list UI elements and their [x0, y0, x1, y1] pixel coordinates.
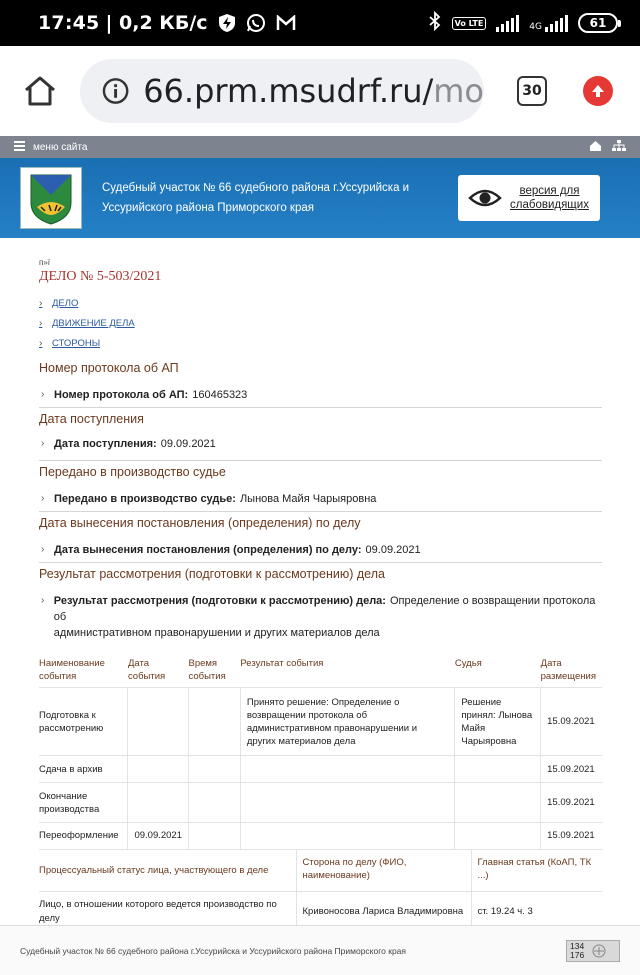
clock: 17:45	[38, 12, 100, 34]
site-footer	[0, 925, 640, 975]
table-cell: 15.09.2021	[541, 688, 602, 756]
court-name: Судебный участок № 66 судебного района г.Уссурийска и Уссурийского района Приморского края	[102, 182, 410, 214]
nav-link-case-movement[interactable]: › ДВИЖЕНИЕ ДЕЛА	[39, 317, 135, 329]
table-cell	[128, 783, 189, 823]
table-cell	[189, 823, 241, 849]
browser-home-button[interactable]	[0, 75, 80, 107]
section-row-judge: › Передано в производство судье: Лынова Майя Чарыяровна	[41, 493, 377, 505]
table-cell	[240, 756, 455, 783]
info-icon[interactable]	[102, 77, 129, 105]
network-speed: | 0,2 КБ/с	[105, 12, 208, 34]
chevron-right-icon: ›	[41, 595, 45, 606]
court-emblem	[20, 167, 82, 229]
site-menu-label[interactable]: меню сайта	[33, 141, 88, 153]
url-text: 66.prm.msudrf.ru/mo	[143, 72, 484, 110]
table-cell	[189, 688, 241, 756]
tab-switcher-button[interactable]: 30	[517, 76, 547, 106]
table-cell: Сдача в архив	[39, 756, 128, 783]
whatsapp-icon	[246, 13, 266, 33]
table-row	[39, 783, 602, 823]
table-cell: 15.09.2021	[541, 756, 602, 783]
chevron-right-icon: ›	[39, 317, 43, 329]
table-cell: ст. 19.24 ч. 3	[471, 891, 602, 933]
footer-text: Судебный участок № 66 судебного района г.Уссурийска и Уссурийского района Приморского края	[20, 945, 407, 956]
network-type: 4G	[529, 22, 542, 32]
table-cell: Решение принял: Лынова Майя Чарыяровна	[455, 688, 541, 756]
chevron-right-icon: ›	[41, 544, 45, 555]
table-row	[39, 823, 602, 849]
site-menu-bar	[0, 136, 640, 158]
section-title-receipt-date: Дата поступления	[39, 412, 144, 426]
table-header-row	[39, 653, 602, 688]
status-bar	[0, 0, 640, 46]
table-cell: 15.09.2021	[541, 783, 602, 823]
encoding-artifact: п»ї	[39, 258, 51, 267]
section-row-receipt-date: › Дата поступления: 09.09.2021	[41, 438, 216, 450]
battery-icon: 61	[578, 13, 618, 33]
section-title-protocol: Номер протокола об АП	[39, 361, 179, 375]
table-cell	[128, 756, 189, 783]
update-button[interactable]	[583, 76, 613, 106]
table-cell: Лицо, в отношении которого ведется производство по делу	[39, 891, 296, 933]
counter-scale-icon	[590, 944, 608, 958]
hamburger-icon[interactable]	[14, 141, 25, 154]
visit-counter[interactable]: 134 176	[566, 940, 620, 962]
section-title-judge: Передано в производство судье	[39, 465, 226, 479]
column-header: Время события	[188, 658, 226, 682]
table-cell: Окончание производства	[39, 783, 128, 823]
nav-link-case[interactable]: › ДЕЛО	[39, 297, 79, 309]
address-bar[interactable]	[80, 59, 484, 123]
column-header: Главная статья (КоАП, ТК ...)	[471, 849, 602, 891]
home-icon	[23, 75, 57, 107]
accessibility-version-button[interactable]	[458, 175, 600, 221]
case-nav	[39, 293, 602, 353]
table-cell: Кривоносова Лариса Владимировна	[296, 891, 471, 933]
table-cell: 15.09.2021	[541, 823, 602, 849]
table-cell	[240, 823, 455, 849]
table-cell: Переоформление	[39, 823, 128, 849]
volte-badge: Vo LTE	[452, 17, 487, 30]
shield-bolt-icon	[218, 13, 236, 33]
column-header: Дата размещения	[540, 658, 596, 682]
arrow-up-icon	[590, 83, 606, 99]
table-cell	[240, 783, 455, 823]
section-title-ruling-date: Дата вынесения постановления (определения) по делу	[39, 516, 361, 530]
site-header	[0, 158, 640, 238]
table-cell	[455, 783, 541, 823]
section-row-ruling-date: › Дата вынесения постановления (определения) по делу: 09.09.2021	[41, 544, 421, 556]
table-cell: Подготовка к рассмотрению	[39, 688, 128, 756]
section-row-protocol: › Номер протокола об АП: 160465323	[41, 389, 248, 401]
sitemap-icon[interactable]	[612, 140, 626, 155]
chevron-right-icon: ›	[41, 438, 45, 449]
signal-strength-icon	[496, 14, 519, 32]
section-row-result: › Результат рассмотрения (подготовки к рассмотрению) дела: Определение о возвращении протокола об административном правонарушении и других материалов дела	[41, 595, 596, 639]
site-home-icon[interactable]	[589, 140, 602, 155]
coat-of-arms-icon	[27, 171, 75, 225]
case-title: ДЕЛО № 5-503/2021	[39, 269, 162, 284]
table-cell	[128, 688, 189, 756]
gmail-icon	[276, 15, 296, 31]
browser-toolbar	[0, 46, 640, 136]
table-row	[39, 688, 602, 756]
column-header: Процессуальный статус лица, участвующего в деле	[39, 864, 269, 876]
column-header: Результат события	[240, 658, 324, 669]
table-row	[39, 756, 602, 783]
eye-icon	[468, 187, 502, 209]
bluetooth-icon	[428, 11, 442, 35]
case-content	[39, 238, 602, 933]
table-cell: 09.09.2021	[128, 823, 189, 849]
chevron-right-icon: ›	[39, 297, 43, 309]
signal-strength-icon-2	[545, 14, 568, 32]
section-title-result: Результат рассмотрения (подготовки к рассмотрению) дела	[39, 567, 385, 581]
accessibility-version-label[interactable]: версия для слабовидящих	[510, 185, 589, 211]
column-header: Наименование события	[39, 658, 105, 682]
table-cell	[189, 756, 241, 783]
table-cell	[189, 783, 241, 823]
column-header: Судья	[454, 658, 482, 669]
nav-link-parties[interactable]: › СТОРОНЫ	[39, 337, 101, 349]
chevron-right-icon: ›	[41, 493, 45, 504]
table-cell	[455, 756, 541, 783]
case-parties-table	[39, 849, 602, 934]
chevron-right-icon: ›	[39, 337, 43, 349]
table-header-row	[39, 849, 602, 891]
table-cell: Принято решение: Определение о возвращении протокола об административном правонарушении и других материалов дела	[240, 688, 455, 756]
case-events-table	[39, 653, 602, 849]
table-cell	[455, 823, 541, 849]
column-header: Сторона по делу (ФИО, наименование)	[296, 849, 471, 891]
column-header: Дата события	[127, 658, 166, 682]
chevron-right-icon: ›	[41, 389, 45, 400]
